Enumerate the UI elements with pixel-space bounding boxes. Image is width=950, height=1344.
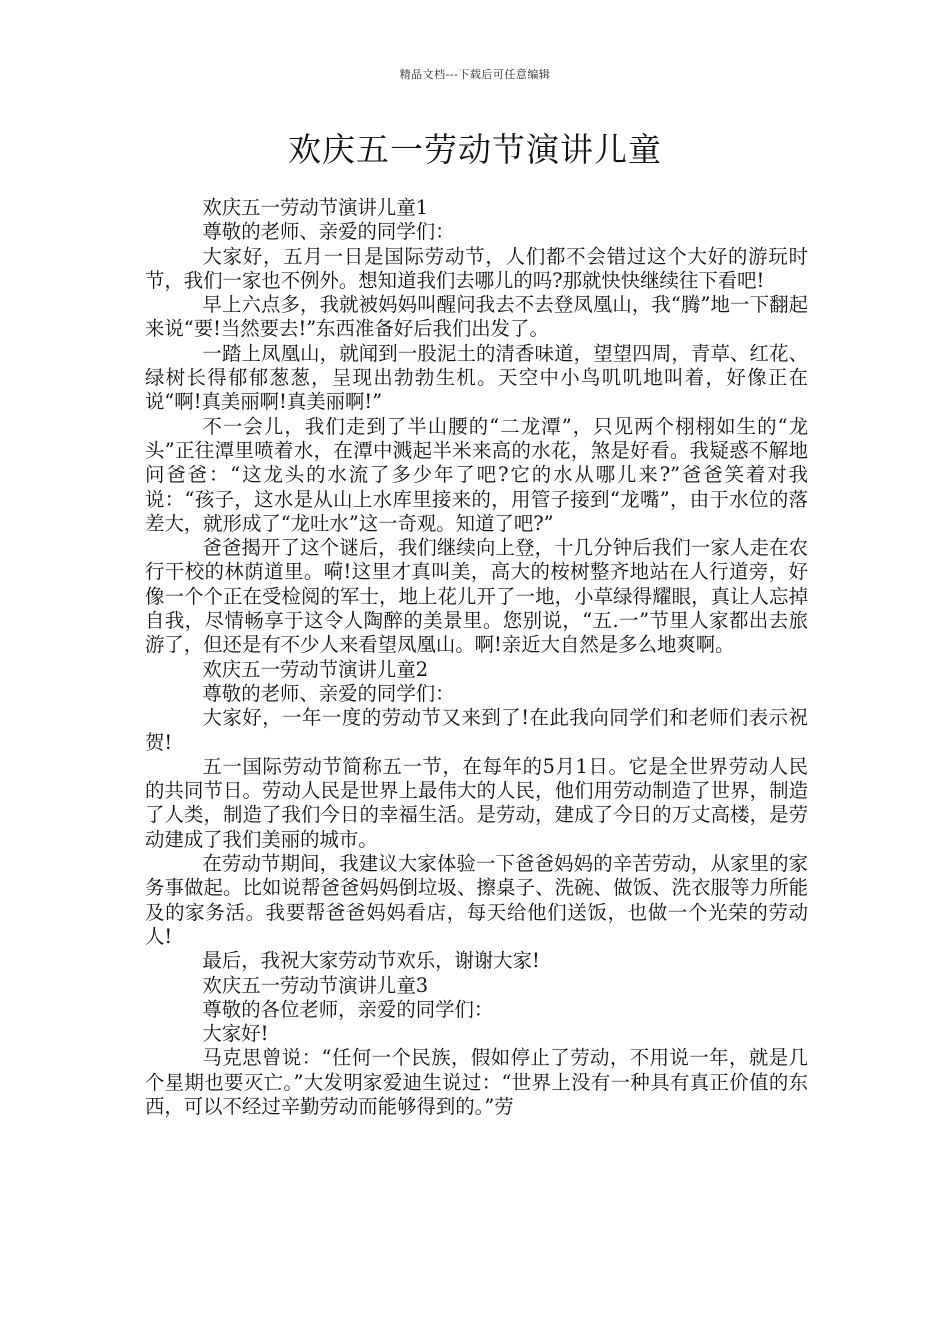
paragraph: 大家好，五月一日是国际劳动节，人们都不会错过这个大好的游玩时节，我们一家也不例外。想知道我们去哪儿的吗?那就快快继续往下看吧! [145,244,808,292]
section-heading-2: 欢庆五一劳动节演讲儿童2 [202,657,429,681]
paragraph: 爸爸揭开了这个谜后，我们继续向上登，十几分钟后我们一家人走在农行干校的林荫道里。嗬!这里才真叫美，高大的桉树整齐地站在人行道旁，好像一个个正在受检阅的军士，地上花儿开了一地，小草绿得耀眼，真让人忘掉自我，尽情畅享于这令人陶醉的美景里。您别说，“五.一”节里人家都出去旅游了，但还是有不少人来看望凤凰山。啊!亲近大自然是多么地爽啊。 [145,536,808,657]
salutation: 尊敬的各位老师，亲爱的同学们： [202,997,494,1021]
salutation: 尊敬的老师、亲爱的同学们： [202,220,455,244]
page-header-note: 精品文档---下载后可任意编辑 [399,68,551,81]
paragraph: 在劳动节期间，我建议大家体验一下爸爸妈妈的辛苦劳动，从家里的家务事做起。比如说帮爸爸妈妈倒垃圾、擦桌子、洗碗、做饭、洗衣服等力所能及的家务活。我要帮爸爸妈妈看店，每天给他们送饭，也做一个光荣的劳动人! [145,852,808,948]
paragraph: 最后，我祝大家劳动节欢乐，谢谢大家! [202,949,540,973]
paragraph: 一踏上凤凰山，就闻到一股泥土的清香味道，望望四周，青草、红花、绿树长得郁郁葱葱，呈现出勃勃生机。天空中小鸟叽叽地叫着，好像正在说“啊!真美丽啊!真美丽啊!” [145,341,808,414]
document-title: 欢庆五一劳动节演讲儿童 [288,130,662,169]
greeting: 大家好! [202,1022,269,1046]
document-body [145,196,808,1119]
paragraph: 五一国际劳动节简称五一节，在每年的5月1日。它是全世界劳动人民的共同节日。劳动人民是世界上最伟大的人民，他们用劳动制造了世界，制造了人类，制造了我们今日的幸福生活。是劳动，建成了今日的万丈高楼，是劳动建成了我们美丽的城市。 [145,754,808,851]
paragraph: 不一会儿，我们走到了半山腰的“二龙潭”，只见两个栩栩如生的“龙头”正往潭里喷着水，在潭中溅起半米来高的水花，煞是好看。我疑惑不解地问爸爸：“这龙头的水流了多少年了吧?它的水从哪儿来?”爸爸笑着对我说：“孩子，这水是从山上水库里接来的，用管子接到“龙嘴”，由于水位的落差大，就形成了“龙吐水”这一奇观。知道了吧?” [145,414,808,535]
paragraph: 大家好，一年一度的劳动节又来到了!在此我向同学们和老师们表示祝贺! [145,706,808,754]
section-heading-1: 欢庆五一劳动节演讲儿童1 [202,196,429,219]
section-heading-3: 欢庆五一劳动节演讲儿童3 [202,973,429,997]
paragraph: 马克思曾说：“任何一个民族，假如停止了劳动，不用说一年，就是几个星期也要灭亡。”大发明家爱迪生说过：“世界上没有一种具有真正价值的东西，可以不经过辛勤劳动而能够得到的。”劳 [145,1046,808,1118]
salutation: 尊敬的老师、亲爱的同学们： [202,681,455,705]
paragraph: 早上六点多，我就被妈妈叫醒问我去不去登凤凰山，我“腾”地一下翻起来说“要!当然要去!”东西准备好后我们出发了。 [145,293,808,341]
